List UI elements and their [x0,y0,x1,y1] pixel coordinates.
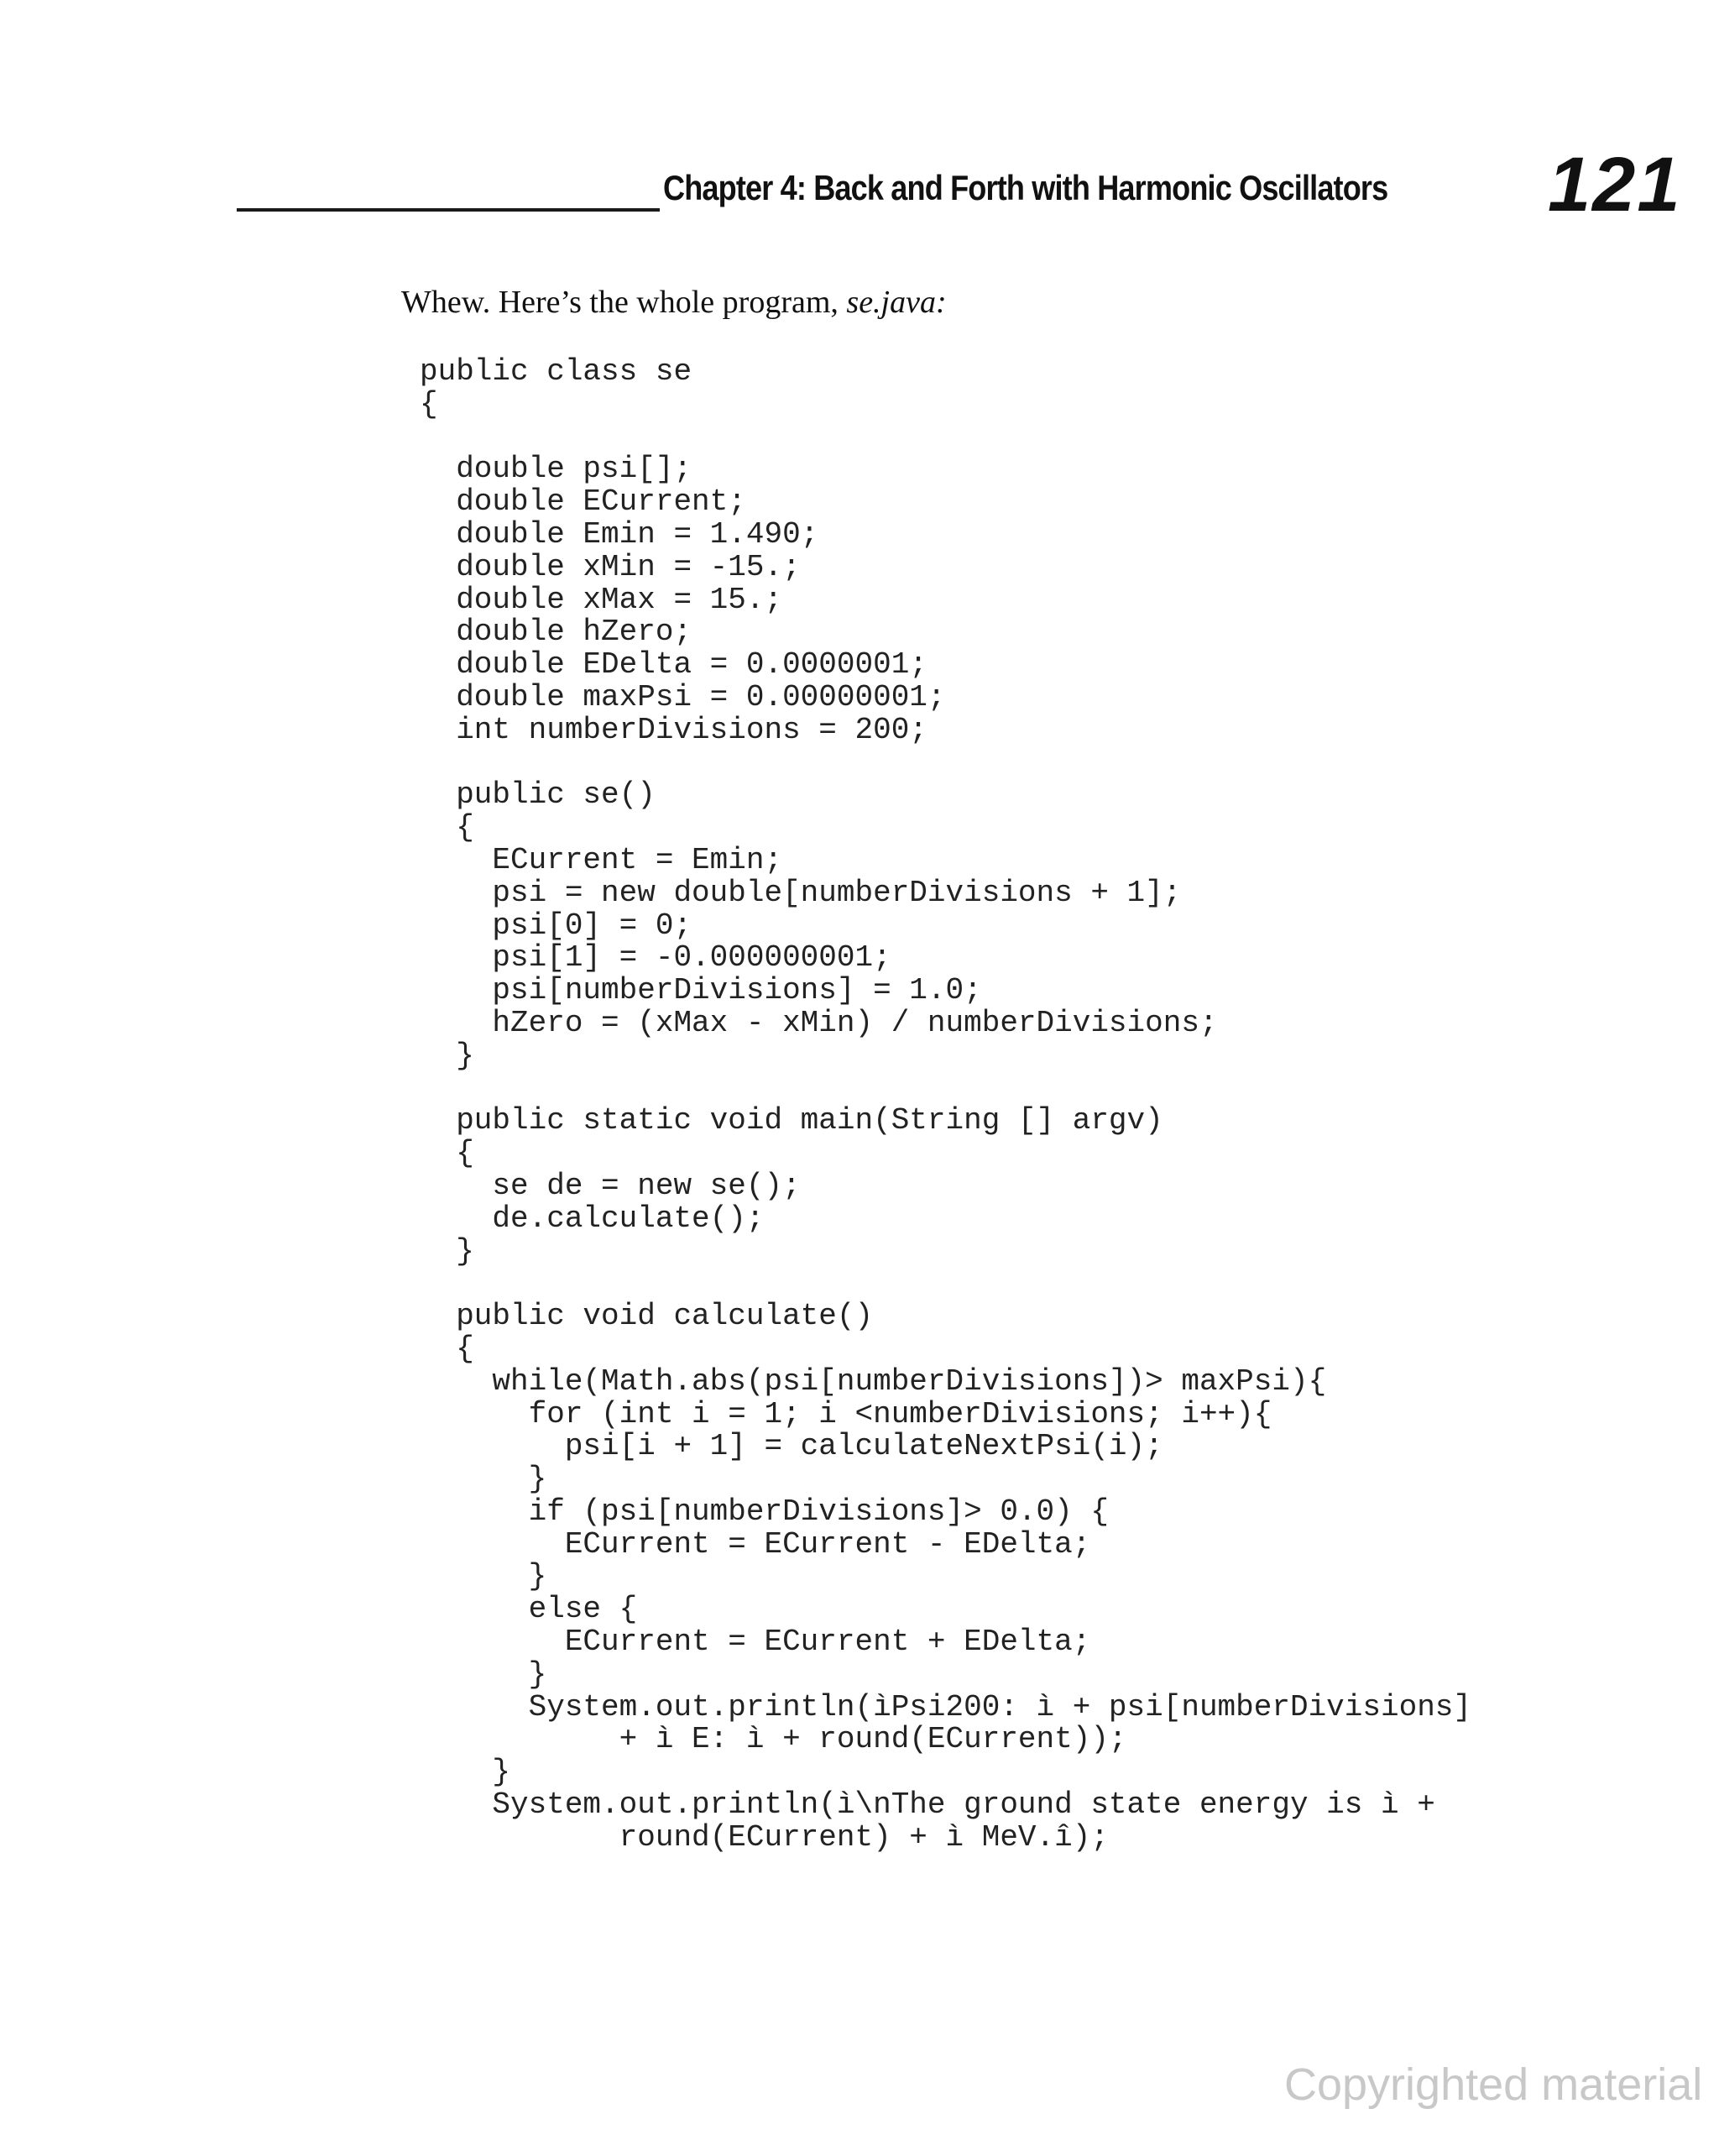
code-line: hZero = (xMax - xMin) / numberDivisions; [420,1005,1218,1040]
code-line: { [420,386,438,421]
code-line: } [420,1656,547,1692]
code-line: ECurrent = ECurrent + EDelta; [420,1625,1091,1660]
code-line: { [420,810,474,845]
code-line: + ì E: ì + round(ECurrent)); [420,1722,1127,1757]
code-line: } [420,1755,511,1790]
code-line [420,1268,1471,1300]
code-line: psi[1] = -0.000000001; [420,940,891,976]
code-line: psi[i + 1] = calculateNextPsi(i); [420,1429,1163,1464]
code-line: if (psi[numberDivisions]> 0.0) { [420,1494,1109,1529]
code-line: de.calculate(); [420,1201,765,1236]
code-line: double ECurrent; [420,484,746,520]
code-line: double psi[]; [420,452,692,487]
code-line: double Emin = 1.490; [420,516,819,552]
code-line: double hZero; [420,615,692,650]
code-line: } [420,1233,474,1269]
code-line: double EDelta = 0.0000001; [420,647,927,683]
code-line: { [420,1331,474,1366]
code-line: ECurrent = ECurrent - EDelta; [420,1526,1091,1562]
code-line: for (int i = 1; i <numberDivisions; i++){ [420,1396,1272,1431]
code-line: public static void main(String [] argv) [420,1103,1163,1138]
code-line: while(Math.abs(psi[numberDivisions])> maxPsi){ [420,1363,1327,1399]
code-line: } [420,1559,547,1594]
code-line: { [420,1136,474,1171]
code-line: else { [420,1592,638,1627]
code-line: double xMin = -15.; [420,549,801,584]
code-line: psi[0] = 0; [420,908,692,943]
code-line: public se() [420,777,656,813]
code-line: round(ECurrent) + ì MeV.î); [420,1819,1109,1855]
code-line: public void calculate() [420,1299,874,1334]
intro-paragraph [401,284,947,321]
code-line: se de = new se(); [420,1168,801,1203]
code-line: public class se [420,354,692,389]
intro-text: Whew. Here’s the whole program, [401,285,847,320]
code-line: psi[numberDivisions] = 1.0; [420,973,982,1008]
code-line: System.out.println(ì\nThe ground state energy is ì + [420,1787,1435,1823]
code-line: } [420,1462,547,1497]
copyright-watermark: Copyrighted material [1284,2059,1703,2110]
code-line: } [420,1038,474,1073]
code-line [420,1073,1471,1106]
code-line: double xMax = 15.; [420,582,783,617]
code-line [420,421,1471,454]
code-listing [420,356,1471,1855]
running-head: Chapter 4: Back and Forth with Harmonic Oscillators [663,168,1388,207]
intro-filename: se.java: [846,285,947,320]
code-line: System.out.println(ìPsi200: ì + psi[numberDivisions] [420,1689,1472,1724]
page-number: 121 [1548,142,1682,228]
code-line: int numberDivisions = 200; [420,712,927,747]
code-line: double maxPsi = 0.00000001; [420,679,946,714]
header-rule [237,208,660,212]
code-line: ECurrent = Emin; [420,842,783,877]
code-line [420,747,1471,780]
code-line: psi = new double[numberDivisions + 1]; [420,875,1182,910]
